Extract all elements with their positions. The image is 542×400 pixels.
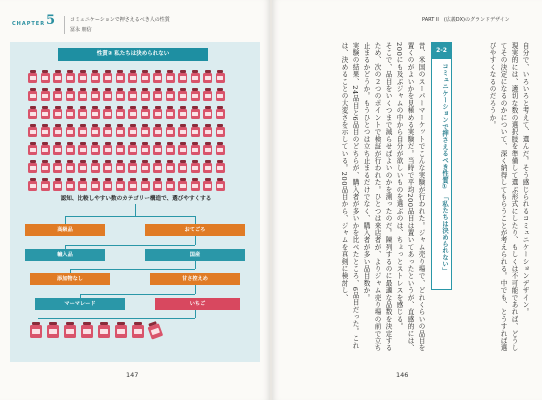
paragraph: そこで、品目をいくつまで減らせばよいのかを測ったのだ。陳列するのに最適な品数を決定するため、次の２つのポイントで検証が行われた。ひとつは来店者が、よりジャム売り場の前で立ち止まるかどうか。もうひとつは立ち止まるだけでなく、購入者が多い品目数か。 (362, 42, 392, 352)
jam-jar-icon (128, 178, 137, 191)
jam-jar-icon (115, 322, 127, 339)
jam-jar-icon (166, 106, 175, 119)
jam-jar-icon (153, 160, 162, 173)
jam-jar-icon (203, 88, 212, 101)
jam-jar-icon (128, 88, 137, 101)
jam-jar-icon (41, 178, 50, 191)
jam-jar-icon (78, 142, 87, 155)
jam-jar-icon (91, 124, 100, 137)
jam-jar-icon (28, 142, 37, 155)
jam-jar-icon (91, 70, 100, 83)
part-header: PART II (広義DX)のグランドデザイン (422, 17, 510, 23)
jam-jar-icon (191, 160, 200, 173)
connector-line (65, 216, 66, 224)
jam-jar-icon (153, 70, 162, 83)
figure-caption: 認知、比較しやすい数のカテゴリー構造で、選びやすくする (60, 196, 212, 202)
jam-jar-icon (78, 124, 87, 137)
jam-jar-icon (41, 142, 50, 155)
jam-jar-icon (91, 106, 100, 119)
jam-jar-icon (66, 88, 75, 101)
jam-jar-icon (141, 124, 150, 137)
figure-banner: 性質② 私たちは決められない (58, 48, 208, 61)
jam-jar-icon (78, 160, 87, 173)
jam-jar-icon (91, 142, 100, 155)
jam-jar-icon (28, 88, 37, 101)
jam-jar-icon (166, 124, 175, 137)
jam-jar-icon (128, 106, 137, 119)
jam-jar-grid (28, 68, 227, 193)
jam-jar-icon (203, 178, 212, 191)
jam-jar-icon (116, 70, 125, 83)
jam-jar-icon (116, 160, 125, 173)
jam-jar-icon (191, 88, 200, 101)
jam-jar-icon (203, 124, 212, 137)
jam-jar-icon (116, 178, 125, 191)
page-number-right: 146 (396, 371, 409, 379)
jam-jar-icon (53, 160, 62, 173)
paragraph: 現実的には、適切な数の選択肢を準備して選ぶ形式にしたり、もしくは不可能であれば、どうしてその決定になるのかについて、深く納得してもらうことが考えられる。中でも、とうすれば選びやすくなるのだろうか。 (488, 42, 518, 352)
jam-jar-icon (191, 124, 200, 137)
jam-jar-icon (178, 106, 187, 119)
jam-jar-icon (216, 106, 225, 119)
jam-jar-icon (78, 178, 87, 191)
jam-jar-icon (66, 124, 75, 137)
jam-jar-icon (28, 70, 37, 83)
jam-jar-icon (178, 88, 187, 101)
jam-jar-icon (216, 124, 225, 137)
jam-jar-icon (116, 88, 125, 101)
jam-jar-icon (128, 70, 137, 83)
jam-jar-icon (53, 70, 62, 83)
jam-jar-icon (203, 106, 212, 119)
jam-jar-icon (66, 106, 75, 119)
jam-jar-icon (30, 322, 42, 339)
jam-jar-icon (216, 88, 225, 101)
jam-jar-icon (203, 70, 212, 83)
connector-line (135, 204, 136, 216)
connector-line (195, 261, 196, 269)
connector-line (195, 310, 196, 318)
jam-jar-icon (166, 88, 175, 101)
connector-line (195, 216, 196, 224)
jam-jar-icon (203, 142, 212, 155)
section-heading (431, 42, 452, 290)
jam-jar-icon (178, 142, 187, 155)
jam-jar-icon (81, 322, 93, 339)
connector-line (70, 269, 195, 270)
jam-jar-icon (216, 70, 225, 83)
jam-jar-icon (91, 178, 100, 191)
jam-jar-icon (191, 178, 200, 191)
jam-jar-icon (132, 322, 144, 339)
left-page (0, 0, 270, 400)
jam-jar-icon (166, 178, 175, 191)
jam-jar-icon (166, 142, 175, 155)
right-page (272, 0, 542, 400)
paragraph: 実験の結果、24品目と6品目のどちらが、購入者が多いかを比べたところ、6品目だった。これは、決めることの大変さを示している。200品目から、ジャムを真剣に検討し、 (340, 42, 359, 350)
jam-jar-icon (191, 70, 200, 83)
jam-jar-icon (141, 88, 150, 101)
jam-jar-icon (203, 160, 212, 173)
jam-jar-icon (153, 106, 162, 119)
jam-jar-icon (66, 160, 75, 173)
jam-jar-icon (141, 106, 150, 119)
jam-jar-icon (141, 160, 150, 173)
connector-line (65, 216, 195, 217)
node-imported: 輸入品 (25, 249, 105, 261)
jam-jar-icon (178, 178, 187, 191)
jam-jar-icon (41, 124, 50, 137)
jam-jar-icon (53, 124, 62, 137)
author-name: 冨永 朋信 (70, 27, 92, 33)
jam-jar-icon (66, 142, 75, 155)
jam-jar-icon (41, 106, 50, 119)
chapter-title: コミュニケーションで押さえるべき人の性質 (70, 17, 170, 23)
jam-jar-icon (191, 142, 200, 155)
jam-jar-icon (41, 70, 50, 83)
node-premium: 高級品 (25, 224, 105, 236)
jam-jar-icon (103, 178, 112, 191)
jam-jar-icon (178, 124, 187, 137)
jam-jar-icon (178, 70, 187, 83)
connector-line (80, 294, 195, 295)
section-number: 2-2 (432, 43, 451, 59)
jam-jar-icon (53, 178, 62, 191)
jam-jar-icon (216, 178, 225, 191)
jam-jar-icon (153, 124, 162, 137)
jam-jar-icon (141, 178, 150, 191)
jam-jar-icon (41, 88, 50, 101)
jam-jar-icon (178, 160, 187, 173)
jam-jar-icon (103, 142, 112, 155)
node-affordable: おてごろ (145, 224, 245, 236)
chapter-label: CHAPTER (12, 21, 46, 27)
jam-jar-icon (91, 88, 100, 101)
node-sweet: 甘さ控えめ (150, 273, 240, 285)
header-divider (64, 16, 65, 34)
jam-jar-icon (116, 124, 125, 137)
jam-jar-icon (216, 160, 225, 173)
body-text-intro (456, 42, 530, 357)
jam-jar-icon (103, 70, 112, 83)
jam-jar-icon (153, 88, 162, 101)
node-strawberry: いちご (155, 298, 240, 310)
jam-jar-icon (28, 178, 37, 191)
jam-jar-icon (78, 106, 87, 119)
jam-jar-icon (28, 124, 37, 137)
connector-line (195, 285, 196, 294)
node-domestic: 国産 (145, 249, 245, 261)
jam-jar-icon (191, 106, 200, 119)
jam-jar-icon (98, 322, 110, 339)
jam-jar-icon (116, 106, 125, 119)
jam-jar-icon (78, 88, 87, 101)
jam-jar-icon (166, 70, 175, 83)
jam-jar-icon (128, 124, 137, 137)
jam-jar-icon (78, 70, 87, 83)
node-marmalade: マーマレード (35, 298, 125, 310)
jam-jar-icon (53, 106, 62, 119)
jam-jar-icon (103, 124, 112, 137)
jam-jar-icon (66, 70, 75, 83)
paragraph: 自分で、いろいろと考えて、選んだ。そう感じられるコミュニケーションデザイン。 (521, 42, 529, 316)
jam-figure (10, 42, 260, 362)
connector-line (195, 236, 196, 245)
jam-jar-icon (28, 160, 37, 173)
connector-line (38, 318, 195, 319)
jam-jar-icon (66, 178, 75, 191)
jam-jar-icon (103, 106, 112, 119)
jam-jar-icon (166, 160, 175, 173)
jam-jar-icon (153, 178, 162, 191)
jam-jar-icon (64, 322, 76, 339)
jam-jar-icon (53, 88, 62, 101)
jam-jar-icon (103, 88, 112, 101)
selected-jam-jars (30, 320, 161, 339)
jam-jar-icon (47, 322, 59, 339)
section-title: コミュニケーションで押さえるべき性質① 「私たちは決められない」 (441, 63, 448, 274)
jam-jar-icon (128, 142, 137, 155)
connector-line (65, 245, 195, 246)
chapter-number: 5 (46, 13, 56, 28)
page-number-left: 147 (126, 371, 139, 379)
jam-jar-icon (141, 142, 150, 155)
jam-jar-icon (141, 70, 150, 83)
jam-jar-icon (41, 160, 50, 173)
jam-jar-icon (91, 160, 100, 173)
node-additive-free: 添加物なし (30, 273, 110, 285)
jam-jar-icon (153, 142, 162, 155)
jam-jar-icon (128, 160, 137, 173)
jam-jar-icon (103, 160, 112, 173)
jam-jar-icon (28, 106, 37, 119)
body-text-main (290, 42, 426, 357)
jam-jar-icon (216, 142, 225, 155)
jam-jar-icon (146, 320, 163, 340)
paragraph: 昔、米国のスーパーマーケットでこんな実験が行われた。ジャム売り場で、どれくらいの品目を置くのがよいかを見極める実験だ。当時で平均200品目は置いてあったというが、直感的には、200にも及ぶジャムの中から自分が欲しいものを選ぶのは、ちょっとストレスを感じる。 (395, 42, 425, 352)
jam-jar-icon (116, 142, 125, 155)
jam-jar-icon (53, 142, 62, 155)
